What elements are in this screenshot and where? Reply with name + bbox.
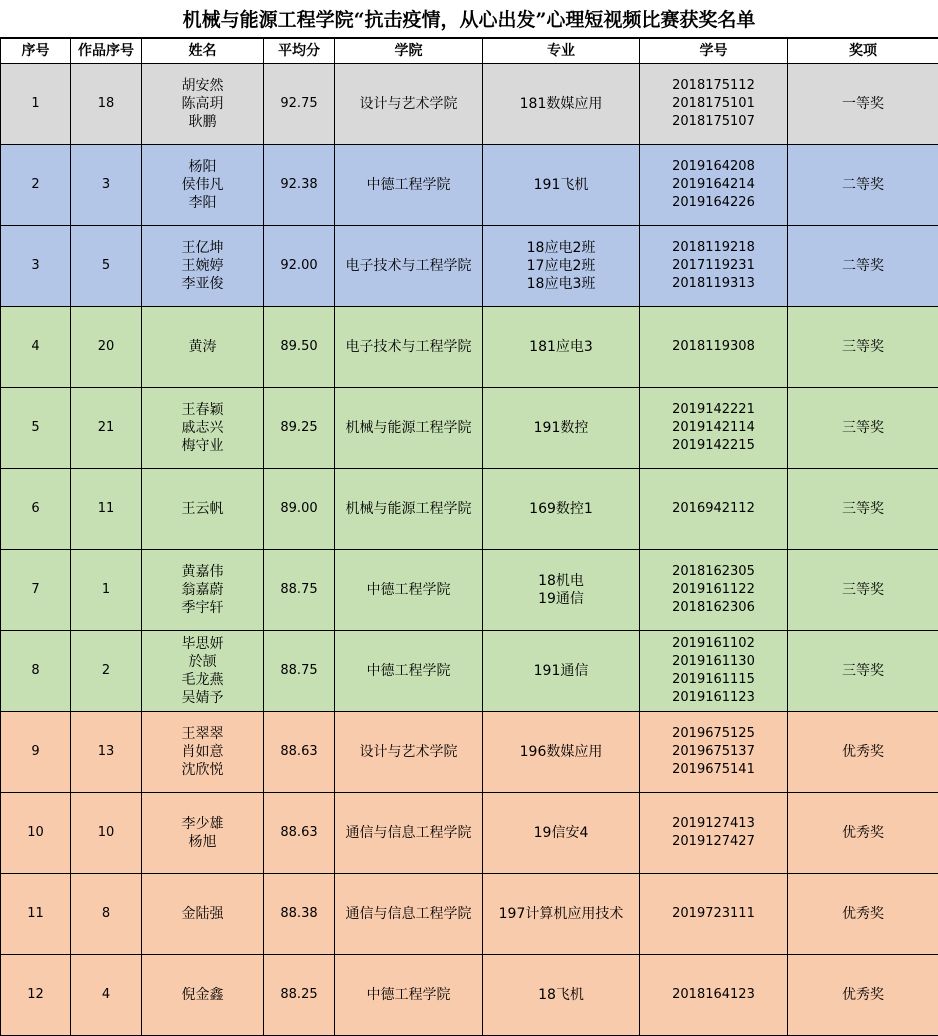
member-name: 李少雄: [181, 816, 224, 832]
student-id: 2018162306: [672, 600, 755, 615]
student-id: 2018119218: [672, 240, 755, 255]
table-body: [1, 64, 938, 1036]
student-id: 2019164208: [672, 159, 755, 174]
cell-college: 中德工程学院: [335, 631, 483, 712]
cell-college: 设计与艺术学院: [335, 64, 483, 145]
cell-names: [142, 712, 264, 793]
member-name: 梅守业: [181, 438, 224, 454]
cell-award: 一等奖: [788, 64, 938, 145]
cell-names: [142, 631, 264, 712]
cell-work-no: 20: [71, 307, 142, 388]
member-name: 王婉婷: [181, 258, 224, 274]
student-id: 2019161130: [672, 654, 755, 669]
cell-student-ids: [640, 64, 788, 145]
major-name: 196数媒应用: [519, 744, 603, 760]
cell-award: 三等奖: [788, 307, 938, 388]
member-name: 胡安然: [181, 78, 224, 94]
cell-score: 92.00: [264, 226, 335, 307]
cell-names: [142, 307, 264, 388]
student-id: 2018175112: [672, 78, 755, 93]
cell-names: [142, 145, 264, 226]
cell-no: 12: [1, 955, 71, 1036]
cell-no: 1: [1, 64, 71, 145]
student-id: 2019164214: [672, 177, 755, 192]
cell-names: [142, 955, 264, 1036]
student-id: 2019142221: [672, 402, 755, 417]
member-name: 戚志兴: [181, 420, 224, 436]
cell-work-no: 11: [71, 469, 142, 550]
member-name: 王春颖: [181, 402, 224, 418]
student-id: 2019142114: [672, 420, 755, 435]
table-row: [1, 631, 938, 712]
member-name: 耿鹏: [188, 114, 217, 130]
cell-award: 优秀奖: [788, 955, 938, 1036]
cell-no: 8: [1, 631, 71, 712]
cell-college: 通信与信息工程学院: [335, 793, 483, 874]
cell-no: 6: [1, 469, 71, 550]
member-name: 翁嘉蔚: [181, 582, 224, 598]
table-row: [1, 712, 938, 793]
cell-student-ids: [640, 388, 788, 469]
cell-majors: [483, 712, 640, 793]
cell-score: 89.50: [264, 307, 335, 388]
header-major: 专业: [483, 39, 640, 64]
major-name: 19信安4: [533, 825, 589, 841]
member-name: 侯伟凡: [181, 177, 224, 193]
cell-score: 88.38: [264, 874, 335, 955]
student-id: 2016942112: [672, 501, 755, 516]
member-name: 李亚俊: [181, 276, 224, 292]
cell-no: 2: [1, 145, 71, 226]
member-name: 沈欣悦: [181, 762, 224, 778]
major-name: 18应电2班: [526, 240, 596, 256]
member-name: 毕思妍: [181, 636, 224, 652]
major-name: 19通信: [538, 591, 584, 607]
cell-award: 二等奖: [788, 226, 938, 307]
header-row: [1, 39, 938, 64]
cell-work-no: 21: [71, 388, 142, 469]
student-id: 2019161122: [672, 582, 755, 597]
cell-student-ids: [640, 712, 788, 793]
cell-majors: [483, 793, 640, 874]
sheet-title: 机械与能源工程学院“抗击疫情，从心出发”心理短视频比赛获奖名单: [0, 0, 938, 38]
cell-score: 88.25: [264, 955, 335, 1036]
cell-college: 机械与能源工程学院: [335, 469, 483, 550]
major-name: 191数控: [533, 420, 589, 436]
cell-college: 中德工程学院: [335, 955, 483, 1036]
cell-majors: [483, 145, 640, 226]
student-id: 2018175101: [672, 96, 755, 111]
cell-majors: [483, 388, 640, 469]
major-name: 17应电2班: [526, 258, 596, 274]
header-college: 学院: [335, 39, 483, 64]
cell-names: [142, 388, 264, 469]
student-id: 2018164123: [672, 987, 755, 1002]
student-id: 2018175107: [672, 114, 755, 129]
major-name: 181应电3: [529, 339, 593, 355]
student-id: 2019723111: [672, 906, 755, 921]
cell-majors: [483, 631, 640, 712]
cell-names: [142, 874, 264, 955]
member-name: 毛龙燕: [181, 672, 224, 688]
cell-award: 优秀奖: [788, 874, 938, 955]
cell-college: 设计与艺术学院: [335, 712, 483, 793]
cell-no: 5: [1, 388, 71, 469]
cell-no: 4: [1, 307, 71, 388]
student-id: 2019164226: [672, 195, 755, 210]
member-name: 陈高玥: [181, 96, 224, 112]
major-name: 169数控1: [529, 501, 593, 517]
table-row: [1, 64, 938, 145]
cell-work-no: 8: [71, 874, 142, 955]
student-id: 2018119308: [672, 339, 755, 354]
header-name: 姓名: [142, 39, 264, 64]
table-row: [1, 226, 938, 307]
student-id: 2019675137: [672, 744, 755, 759]
member-name: 李阳: [188, 195, 217, 211]
header-student-id: 学号: [640, 39, 788, 64]
member-name: 黄嘉伟: [181, 564, 224, 580]
cell-work-no: 13: [71, 712, 142, 793]
award-table: [0, 38, 938, 1036]
cell-student-ids: [640, 469, 788, 550]
cell-score: 88.75: [264, 550, 335, 631]
cell-college: 中德工程学院: [335, 550, 483, 631]
cell-work-no: 10: [71, 793, 142, 874]
cell-college: 中德工程学院: [335, 145, 483, 226]
student-id: 2019675141: [672, 762, 755, 777]
header-no: 序号: [1, 39, 71, 64]
cell-majors: [483, 64, 640, 145]
cell-no: 9: [1, 712, 71, 793]
cell-score: 88.63: [264, 712, 335, 793]
member-name: 王翠翠: [181, 726, 224, 742]
member-name: 肖如意: [181, 744, 224, 760]
cell-student-ids: [640, 145, 788, 226]
table-row: [1, 550, 938, 631]
major-name: 18应电3班: [526, 276, 596, 292]
cell-work-no: 5: [71, 226, 142, 307]
major-name: 18机电: [538, 573, 584, 589]
student-id: 2019161115: [672, 672, 755, 687]
cell-majors: [483, 550, 640, 631]
cell-student-ids: [640, 550, 788, 631]
cell-names: [142, 469, 264, 550]
cell-score: 92.38: [264, 145, 335, 226]
cell-majors: [483, 874, 640, 955]
major-name: 191通信: [533, 663, 589, 679]
cell-award: 三等奖: [788, 388, 938, 469]
cell-work-no: 4: [71, 955, 142, 1036]
student-id: 2019142215: [672, 438, 755, 453]
header-award: 奖项: [788, 39, 938, 64]
cell-college: 电子技术与工程学院: [335, 226, 483, 307]
table-row: [1, 955, 938, 1036]
cell-award: 三等奖: [788, 631, 938, 712]
major-name: 18飞机: [538, 987, 584, 1003]
cell-work-no: 1: [71, 550, 142, 631]
cell-majors: [483, 955, 640, 1036]
cell-student-ids: [640, 955, 788, 1036]
table-row: [1, 307, 938, 388]
student-id: 2019127427: [672, 834, 755, 849]
cell-names: [142, 550, 264, 631]
cell-names: [142, 64, 264, 145]
member-name: 倪金鑫: [181, 987, 224, 1003]
major-name: 197计算机应用技术: [498, 906, 624, 922]
cell-college: 机械与能源工程学院: [335, 388, 483, 469]
major-name: 191飞机: [533, 177, 589, 193]
table-row: [1, 145, 938, 226]
cell-majors: [483, 226, 640, 307]
member-name: 杨旭: [188, 834, 217, 850]
cell-score: 88.75: [264, 631, 335, 712]
cell-work-no: 18: [71, 64, 142, 145]
student-id: 2019161123: [672, 690, 755, 705]
cell-no: 11: [1, 874, 71, 955]
member-name: 王云帆: [181, 501, 224, 517]
student-id: 2019127413: [672, 816, 755, 831]
member-name: 季宇轩: [181, 600, 224, 616]
cell-award: 三等奖: [788, 550, 938, 631]
cell-student-ids: [640, 793, 788, 874]
header-work-no: 作品序号: [71, 39, 142, 64]
cell-score: 89.25: [264, 388, 335, 469]
student-id: 2018119313: [672, 276, 755, 291]
cell-student-ids: [640, 226, 788, 307]
table-row: [1, 874, 938, 955]
cell-majors: [483, 469, 640, 550]
cell-no: 3: [1, 226, 71, 307]
cell-score: 92.75: [264, 64, 335, 145]
member-name: 於颉: [188, 654, 217, 670]
cell-names: [142, 793, 264, 874]
cell-award: 二等奖: [788, 145, 938, 226]
member-name: 金陆强: [181, 906, 224, 922]
student-id: 2019161102: [672, 636, 755, 651]
student-id: 2018162305: [672, 564, 755, 579]
member-name: 杨阳: [188, 159, 217, 175]
cell-college: 电子技术与工程学院: [335, 307, 483, 388]
cell-award: 优秀奖: [788, 793, 938, 874]
cell-no: 10: [1, 793, 71, 874]
cell-award: 三等奖: [788, 469, 938, 550]
member-name: 王亿坤: [181, 240, 224, 256]
major-name: 181数媒应用: [519, 96, 603, 112]
table-row: [1, 469, 938, 550]
header-score: 平均分: [264, 39, 335, 64]
cell-award: 优秀奖: [788, 712, 938, 793]
cell-no: 7: [1, 550, 71, 631]
cell-college: 通信与信息工程学院: [335, 874, 483, 955]
cell-score: 88.63: [264, 793, 335, 874]
cell-majors: [483, 307, 640, 388]
cell-work-no: 3: [71, 145, 142, 226]
member-name: 吴婧予: [181, 690, 224, 706]
member-name: 黄涛: [188, 339, 217, 355]
cell-student-ids: [640, 307, 788, 388]
table-row: [1, 388, 938, 469]
table-row: [1, 793, 938, 874]
cell-score: 89.00: [264, 469, 335, 550]
cell-student-ids: [640, 874, 788, 955]
cell-work-no: 2: [71, 631, 142, 712]
student-id: 2019675125: [672, 726, 755, 741]
cell-names: [142, 226, 264, 307]
cell-student-ids: [640, 631, 788, 712]
student-id: 2017119231: [672, 258, 755, 273]
